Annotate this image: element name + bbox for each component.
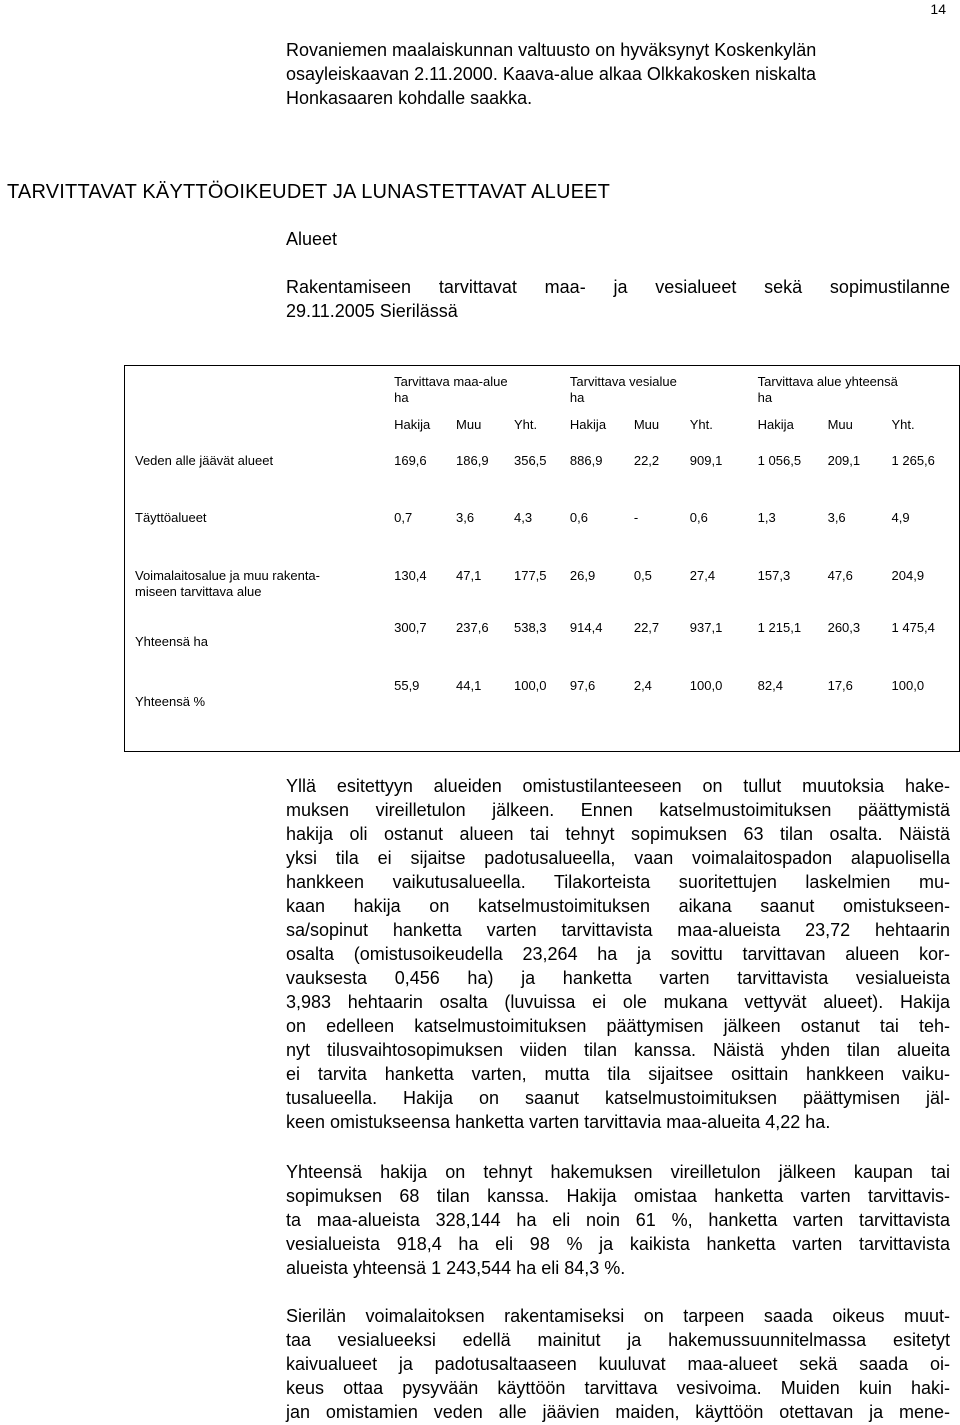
- table-cell: 100,0: [891, 677, 925, 693]
- table-subheader-row: [125, 410, 960, 440]
- table-row: [125, 556, 960, 614]
- table-cell: 300,7: [394, 619, 427, 635]
- table-cell: 17,6: [827, 677, 853, 693]
- table-cell: 55,9: [394, 677, 420, 693]
- caption-line: Rakentamiseen tarvittavat maa- ja vesialueet sekä sopimustilanne: [286, 277, 950, 297]
- row-label: Täyttöalueet: [135, 509, 207, 525]
- text-line: ei tarvita hanketta varten, mutta tila sijaitsee osittain hankkeen vaiku-: [286, 1064, 950, 1084]
- table-cell: 100,0: [513, 677, 547, 693]
- row-label: Yhteensä ha: [135, 633, 209, 649]
- table-cell: 4,9: [891, 509, 910, 525]
- text-line: jan omistamien veden alle jäävien maiden, käyttöön otettavan ja mene-: [286, 1402, 950, 1422]
- intro-paragraph: [286, 38, 950, 110]
- text-line: Yhteensä hakija on tehnyt hakemuksen vireilletulon jälkeen kaupan tai: [286, 1162, 950, 1182]
- column-header: Muu: [633, 416, 660, 432]
- page-number: 14: [930, 1, 946, 17]
- table-cell: 0,5: [633, 567, 652, 583]
- table-cell: 157,3: [757, 567, 791, 583]
- row-label: Yhteensä %: [135, 693, 206, 709]
- table-cell: 169,6: [394, 452, 427, 468]
- row-label: Voimalaitosalue ja muu rakenta- miseen tarvittava alue: [135, 567, 320, 599]
- text-line: yksi tila ei sijaitse padotusalueella, vaan voimalaitospadon alapuolisella: [286, 848, 950, 868]
- table-cell: 0,6: [569, 509, 588, 525]
- body-paragraph: [286, 1160, 950, 1280]
- table-cell: 914,4: [569, 619, 603, 635]
- text-line: osayleiskaavan 2.11.2000. Kaava-alue alkaa Olkkakosken niskalta: [286, 64, 816, 84]
- text-line: nyt tilusvaihtosopimuksen viiden tilan kanssa. Näistä yhden tilan alueita: [286, 1040, 950, 1060]
- text-line: keen omistukseensa hanketta varten tarvittavia maa-alueita 4,22 ha.: [286, 1112, 831, 1132]
- section-heading: TARVITTAVAT KÄYTTÖOIKEUDET JA LUNASTETTAVAT ALUEET: [7, 181, 611, 203]
- text-line: Honkasaaren kohdalle saakka.: [286, 88, 533, 108]
- text-line: tusalueella. Hakija on saanut katselmustoimituksen päättymisen jäl-: [286, 1088, 950, 1108]
- table-cell: 538,3: [513, 619, 547, 635]
- table-cell: 1 215,1: [757, 619, 802, 635]
- table-cell: 4,3: [513, 509, 533, 525]
- text-line: 3,983 hehtaarin osalta (luvuissa ei ole mukana vettyvät alueet). Hakija: [286, 992, 950, 1012]
- text-line: keus ottaa pysyvään käyttöön tarvittava vesivoima. Muiden kuin haki-: [286, 1378, 950, 1398]
- group-header: Tarvittava vesialue ha: [569, 374, 677, 405]
- table-cell: 204,9: [891, 567, 925, 583]
- table-cell: 3,6: [827, 509, 846, 525]
- table-cell: 97,6: [569, 677, 596, 693]
- column-header: Hakija: [569, 416, 607, 432]
- table-cell: 47,1: [456, 567, 482, 583]
- column-header: Yht.: [891, 416, 915, 432]
- column-header: Yht.: [689, 416, 713, 432]
- table-cell: 209,1: [827, 452, 861, 468]
- table-cell: 82,4: [757, 677, 783, 693]
- row-label: Veden alle jäävät alueet: [135, 452, 274, 468]
- table-cell: 177,5: [513, 567, 547, 583]
- table-cell: 1 056,5: [757, 452, 802, 468]
- text-line: sa/sopinut hanketta varten tarvittavista maa-alueista 23,72 hehtaarin: [286, 920, 950, 940]
- group-header: Tarvittava alue yhteensä ha: [757, 374, 898, 405]
- text-line: hakija oli ostanut alueen tai tehnyt sopimuksen 63 tilan osalta. Näistä: [286, 824, 950, 844]
- table-cell: 1,3: [757, 509, 776, 525]
- table-cell: 22,7: [633, 619, 660, 635]
- table-cell: 909,1: [689, 452, 723, 468]
- text-line: kaan hakija on katselmustoimituksen aikana saanut omistukseen-: [286, 896, 950, 916]
- table-cell: 26,9: [569, 567, 596, 583]
- table-cell: 937,1: [689, 619, 723, 635]
- text-line: ta maa-alueista 328,144 ha eli noin 61 %, hanketta varten tarvittavista: [286, 1210, 950, 1230]
- text-line: on edelleen katselmustoimituksen päättymisen jälkeen ostanut tai teh-: [286, 1016, 950, 1036]
- text-line: kaivualueet ja padotusaltaaseen kuuluvat maa-alueet sekä saada oi-: [286, 1354, 950, 1374]
- column-header: Hakija: [757, 416, 794, 432]
- group-header: Tarvittava maa-alue ha: [394, 374, 508, 405]
- text-line: Rovaniemen maalaiskunnan valtuusto on hyväksynyt Koskenkylän: [286, 40, 817, 60]
- land-area-table: [124, 365, 960, 752]
- table-cell: 2,4: [633, 677, 652, 693]
- table-cell: 22,2: [633, 452, 660, 468]
- table-row: [125, 614, 960, 672]
- table-cell: 1 265,6: [891, 452, 935, 468]
- table-cell: 260,3: [827, 619, 861, 635]
- table-cell: 27,4: [689, 567, 716, 583]
- table-corner: [125, 366, 395, 410]
- table-row: [125, 672, 960, 752]
- table-cell: 186,9: [456, 452, 489, 468]
- column-header: Hakija: [394, 416, 431, 432]
- sub-heading: Alueet: [286, 229, 338, 249]
- text-line: Yllä esitettyyn alueiden omistustilanteeseen on tullut muutoksia hake-: [286, 776, 950, 796]
- table-cell: 237,6: [456, 619, 489, 635]
- table-cell: -: [633, 509, 639, 525]
- table-cell: 47,6: [827, 567, 853, 583]
- column-header: Yht.: [513, 416, 538, 432]
- body-paragraph: [286, 1304, 950, 1424]
- text-line: Sierilän voimalaitoksen rakentamiseksi on tarpeen saada oikeus muut-: [286, 1306, 950, 1326]
- table-cell: 3,6: [456, 509, 475, 525]
- body-paragraph: [286, 774, 950, 1134]
- text-line: hankkeen vaikutusalueella. Tilakorteista suoritettujen laskelmien mu-: [286, 872, 950, 892]
- column-header: Muu: [827, 416, 853, 432]
- text-line: vesialueista 918,4 ha eli 98 % ja kaikista hanketta varten tarvittavista: [286, 1234, 950, 1254]
- text-line: taa vesialueeksi edellä mainitut ja hakemussuunnitelmassa esitetyt: [286, 1330, 950, 1350]
- table-cell: 0,7: [394, 509, 413, 525]
- table-cell: 356,5: [513, 452, 547, 468]
- table-cell: 886,9: [569, 452, 603, 468]
- table-cell: 130,4: [394, 567, 427, 583]
- text-line: alueista yhteensä 1 243,544 ha eli 84,3 %.: [286, 1258, 626, 1278]
- text-line: muksen vireilletulon jälkeen. Ennen katselmustoimituksen päättymistä: [286, 800, 950, 820]
- text-line: osalta (omistusoikeudella 23,264 ha ja sovittu tarvittavan alueen kor-: [286, 944, 950, 964]
- table-cell: 0,6: [689, 509, 708, 525]
- table-cell: 44,1: [456, 677, 482, 693]
- table-row: [125, 496, 960, 556]
- text-line: vauksesta 0,456 ha) ja hanketta varten tarvittavista vesialueista: [286, 968, 950, 988]
- column-header: Muu: [456, 416, 482, 432]
- table-caption: [286, 275, 950, 323]
- table-cell: 1 475,4: [891, 619, 935, 635]
- table-row: [125, 440, 960, 496]
- caption-line: 29.11.2005 Sierilässä: [286, 301, 458, 321]
- table-cell: 100,0: [689, 677, 723, 693]
- text-line: sopimuksen 68 tilan kanssa. Hakija omistaa hanketta varten tarvittavis-: [286, 1186, 950, 1206]
